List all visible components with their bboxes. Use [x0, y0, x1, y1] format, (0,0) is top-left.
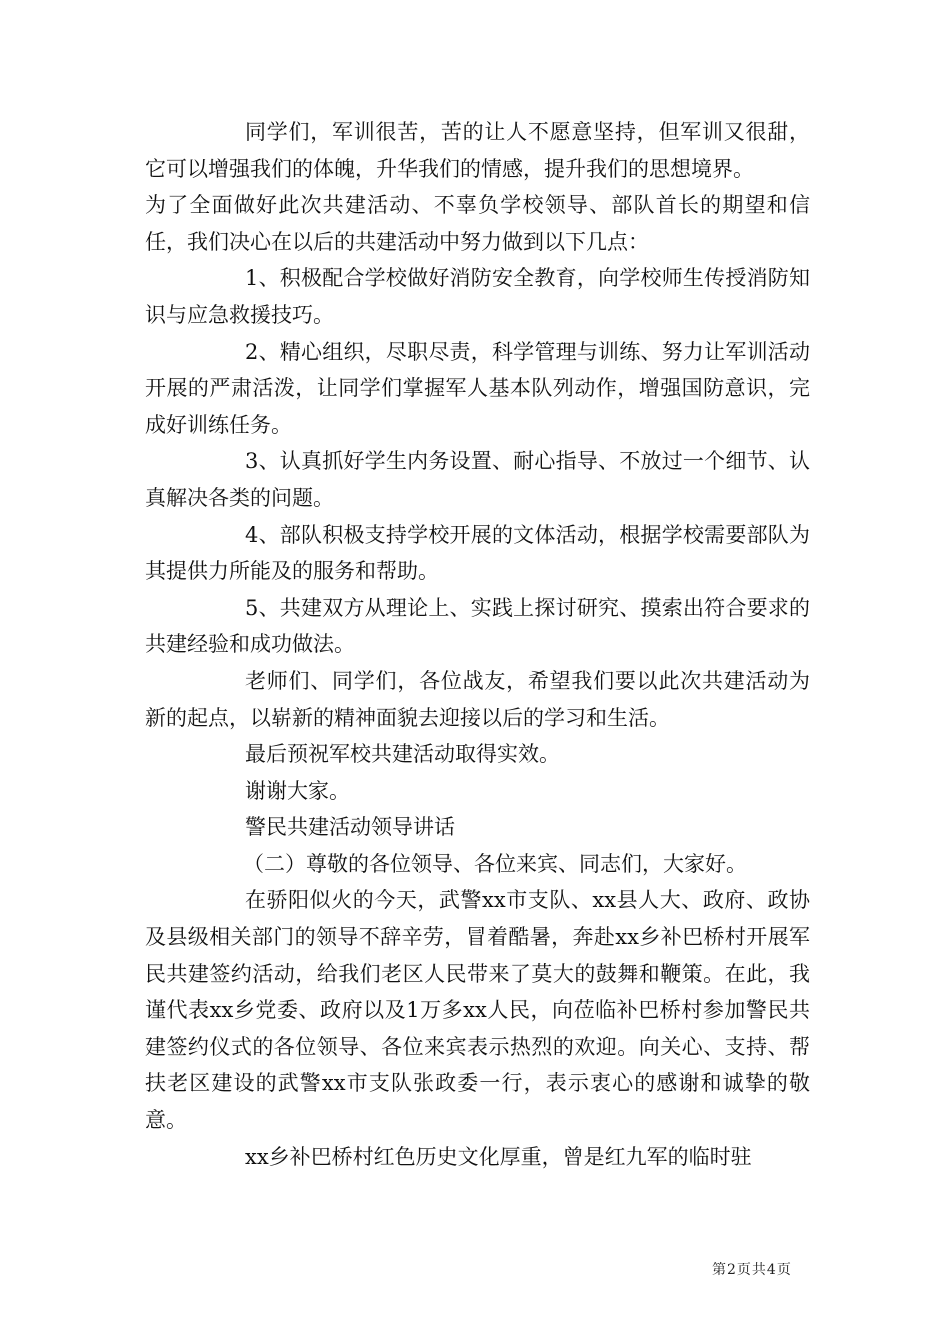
speech-title: 警民共建活动领导讲话: [245, 815, 455, 840]
paragraph-14: xx乡补巴桥村红色历史文化厚重，曾是红九军的临时驻: [245, 1144, 752, 1169]
paragraph-1: 同学们，军训很苦，苦的让人不愿意坚持，但军训又很甜，它可以增强我们的体魄，升华我们的情感，提升我们的思想境界。: [145, 120, 810, 181]
paragraph-7: 5、共建双方从理论上、实践上探讨研究、摸索出符合要求的共建经验和成功做法。: [145, 595, 810, 657]
paragraph-9: 最后预祝军校共建活动取得实效。: [245, 742, 560, 767]
paragraph-5: 3、认真抓好学生内务设置、耐心指导、不放过一个细节、认真解决各类的问题。: [145, 449, 810, 510]
paragraph-8: 老师们、同学们，各位战友，希望我们要以此次共建活动为新的起点，以崭新的精神面貌去迎接以后的学习和生活。: [145, 668, 810, 730]
paragraph-4: 2、精心组织，尽职尽责，科学管理与训练、努力让军训活动开展的严肃活泼，让同学们掌握军人基本队列动作，增强国防意识，完成好训练任务。: [145, 339, 810, 437]
paragraph-10: 谢谢大家。: [245, 778, 350, 803]
paragraph-13: 在骄阳似火的今天，武警xx市支队、xx县人大、政府、政协及县级相关部门的领导不辞辛劳，冒着酷暑，奔赴xx乡补巴桥村开展军民共建签约活动，给我们老区人民带来了莫大的鼓舞和鞭策。在此，我谨代表xx乡党委、政府以及1万多xx人民，向莅临补巴桥村参加警民共建签约仪式的各位领导、各位来宾表示热烈的欢迎。向关心、支持、帮扶老区建设的武警xx市支队张政委一行，表示衷心的感谢和诚挚的敬意。: [145, 888, 810, 1133]
paragraph-12: （二）尊敬的各位领导、各位来宾、同志们，大家好。: [243, 851, 747, 876]
paragraph-3: 1、积极配合学校做好消防安全教育，向学校师生传授消防知识与应急救援技巧。: [145, 266, 810, 327]
page-number: 第2页共4页: [712, 1262, 792, 1278]
body-text: [145, 114, 810, 1175]
paragraph-2: 为了全面做好此次共建活动、不辜负学校领导、部队首长的期望和信任，我们决心在以后的共建活动中努力做到以下几点：: [145, 193, 810, 254]
paragraph-6: 4、部队积极支持学校开展的文体活动，根据学校需要部队为其提供力所能及的服务和帮助。: [145, 522, 810, 584]
